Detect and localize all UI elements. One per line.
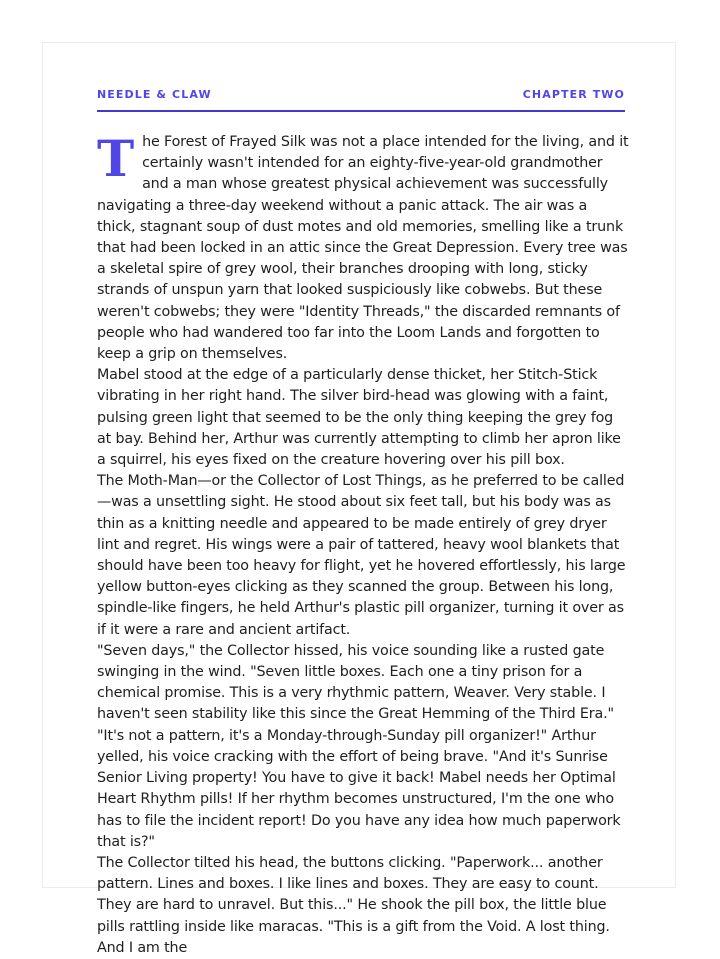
book-page	[42, 42, 676, 956]
paragraph: Mabel stood at the edge of a particularly dense thicket, her Stitch-Stick vibrating in her right hand. The silver bird-head was glowing with a faint, pulsing green light that seemed to be the only thing keeping the grey fog at bay. Behind her, Arthur was currently attempting to climb her apron like a squirrel, his eyes fixed on the creature hovering over his pill box.	[97, 367, 621, 469]
paragraph: "Seven days," the Collector hissed, his voice sounding like a rusted gate swinging in the wind. "Seven little boxes. Each one a tiny prison for a chemical promise. This is a very rhythmic pattern, Weaver. Very stable. I haven't seen stability like this since the Great Hemming of the Third Era."	[97, 642, 614, 723]
chapter-label: CHAPTER TWO	[522, 88, 625, 101]
paragraph-text: he Forest of Frayed Silk was not a place intended for the living, and it certainly wasn't intended for an eighty-five-year-old grandmother and a man whose greatest physical achievement was successfully navigating a three-day weekend without a panic attack. The air was a thick, stagnant soup of dust motes and old memories, smelling like a trunk that had been locked in an attic since the Great Depression. Every tree was a skeletal spire of grey wool, their branches drooping with long, sticky strands of unspun yarn that looked suspiciously like cobwebs. But these weren't cobwebs; they were "Identity Threads," the discarded remnants of people who had wandered too far into the Loom Lands and forgotten to keep a grip on themselves.	[97, 134, 629, 363]
chapter-text	[97, 129, 629, 959]
paragraph: The Moth-Man—or the Collector of Lost Things, as he preferred to be called—was a unsettling sight. He stood about six feet tall, but his body was as thin as a knitting needle and appeared to be made entirely of grey dryer lint and regret. His wings were a pair of tattered, heavy wool blankets that should have been too heavy for flight, yet he hovered effortlessly, his large yellow button-eyes clicking as they scanned the group. Between his long, spindle-like fingers, he held Arthur's plastic pill organizer, turning it over as if it were a rare and ancient artifact.	[97, 473, 626, 638]
paragraph	[97, 129, 629, 365]
book-title: NEEDLE & CLAW	[97, 88, 212, 101]
paragraph: "It's not a pattern, it's a Monday-through-Sunday pill organizer!" Arthur yelled, his voice cracking with the effort of being brave. "And it's Sunrise Senior Living property! You have to give it back! Mabel needs her Optimal Heart Rhythm pills! If her rhythm becomes unstructured, I'm the one who has to file the incident report! Do you have any idea how much paperwork that is?"	[97, 727, 621, 850]
running-header	[97, 88, 625, 112]
paragraph: The Collector tilted his head, the buttons clicking. "Paperwork... another pattern. Lines and boxes. I like lines and boxes. They are easy to count. They are hard to unravel. But this..." He shook the pill box, the little blue pills rattling inside like maracas. "This is a gift from the Void. A lost thing. And I am the	[97, 854, 610, 956]
drop-cap: T	[97, 129, 135, 188]
